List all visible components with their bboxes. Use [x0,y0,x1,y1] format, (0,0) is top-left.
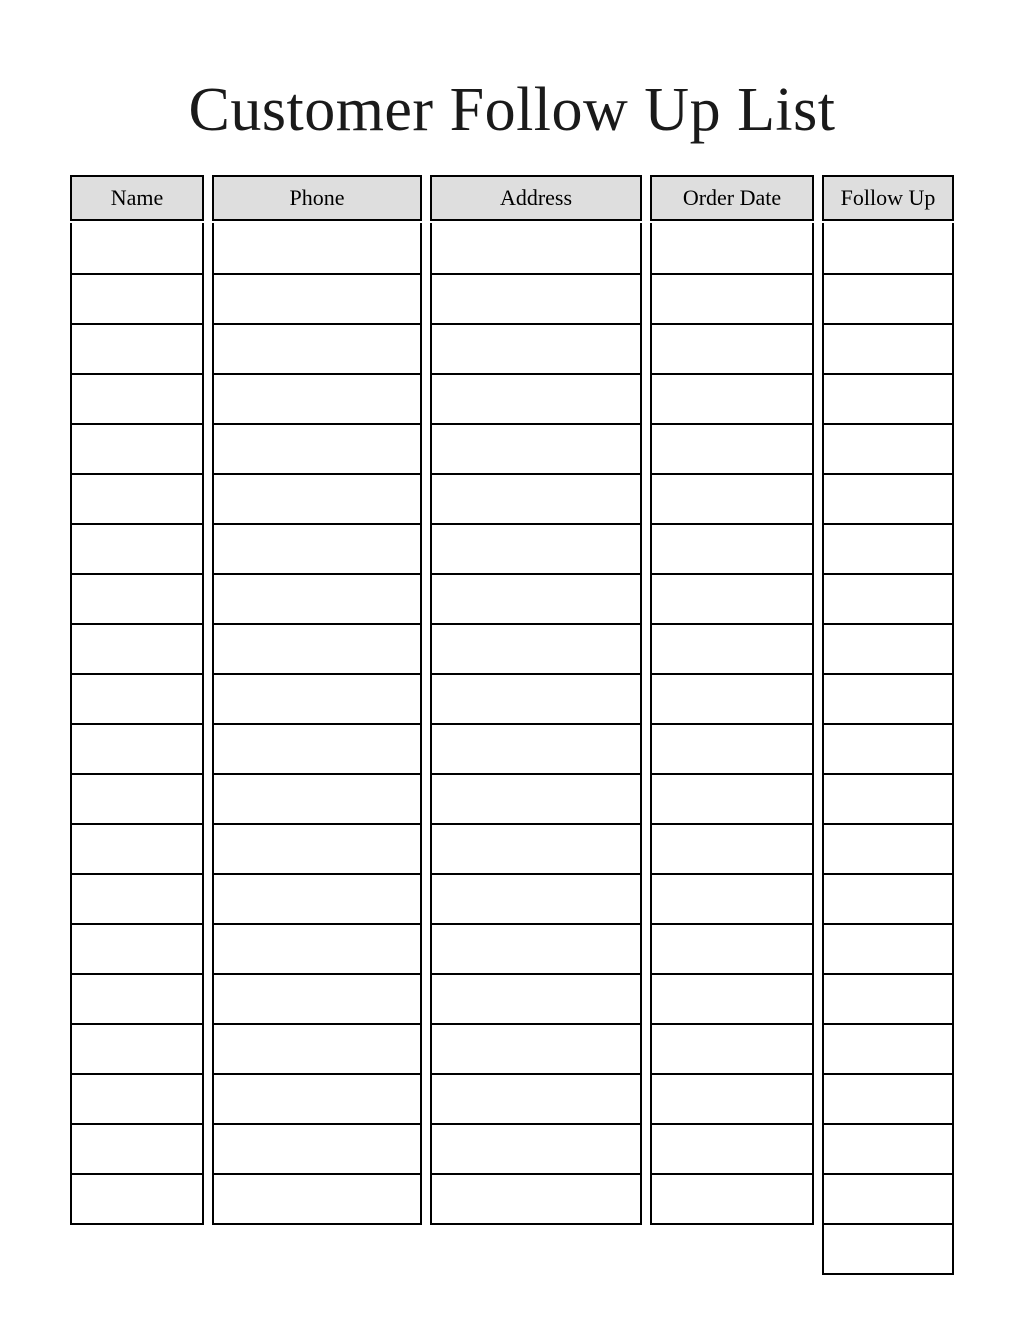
table-cell[interactable] [214,773,420,823]
table-cell[interactable] [824,823,952,873]
table-cell[interactable] [214,473,420,523]
table-cell[interactable] [824,623,952,673]
table-cell[interactable] [824,423,952,473]
table-cell[interactable] [432,773,640,823]
table-cell[interactable] [72,773,202,823]
table-cell[interactable] [214,923,420,973]
table-cell[interactable] [72,673,202,723]
table-cell[interactable] [652,723,812,773]
table-cell[interactable] [824,373,952,423]
table-cell[interactable] [652,273,812,323]
table-column-order-date [650,175,814,1225]
table-cell[interactable] [824,1023,952,1073]
table-cell[interactable] [72,323,202,373]
table-cell[interactable] [432,923,640,973]
column-body-name [70,223,204,1225]
table-cell[interactable] [72,1073,202,1123]
table-cell[interactable] [432,673,640,723]
table-cell[interactable] [652,873,812,923]
column-body-phone [212,223,422,1225]
table-cell[interactable] [652,373,812,423]
table-column-name [70,175,204,1225]
table-cell[interactable] [652,223,812,273]
table-cell[interactable] [824,923,952,973]
table-cell[interactable] [652,973,812,1023]
customer-follow-up-table [70,143,954,1275]
table-cell[interactable] [652,673,812,723]
table-cell[interactable] [214,323,420,373]
table-cell[interactable] [432,323,640,373]
table-cell[interactable] [652,423,812,473]
table-cell[interactable] [824,473,952,523]
table-cell[interactable] [652,1023,812,1073]
table-cell[interactable] [432,223,640,273]
table-cell[interactable] [824,973,952,1023]
column-body-follow-up [822,223,954,1275]
table-cell[interactable] [824,1223,952,1273]
table-cell[interactable] [214,1123,420,1173]
table-cell[interactable] [432,473,640,523]
table-cell[interactable] [652,1173,812,1223]
table-cell[interactable] [214,1023,420,1073]
table-cell[interactable] [432,823,640,873]
table-cell[interactable] [652,473,812,523]
table-cell[interactable] [824,1123,952,1173]
table-cell[interactable] [824,1173,952,1223]
table-cell[interactable] [72,623,202,673]
table-cell[interactable] [432,873,640,923]
table-cell[interactable] [824,723,952,773]
table-column-follow-up [822,175,954,1275]
table-cell[interactable] [432,1123,640,1173]
table-cell[interactable] [824,573,952,623]
table-cell[interactable] [432,373,640,423]
table-cell[interactable] [214,423,420,473]
table-cell[interactable] [824,773,952,823]
column-header-order-date: Order Date [650,175,814,221]
column-header-follow-up: Follow Up [822,175,954,221]
table-cell[interactable] [214,1073,420,1123]
table-cell[interactable] [432,273,640,323]
table-cell[interactable] [824,873,952,923]
table-cell[interactable] [432,573,640,623]
table-cell[interactable] [72,423,202,473]
table-cell[interactable] [72,373,202,423]
table-cell[interactable] [652,623,812,673]
table-cell[interactable] [214,373,420,423]
table-column-address [430,175,642,1225]
column-body-order-date [650,223,814,1225]
table-cell[interactable] [72,1023,202,1073]
column-header-address: Address [430,175,642,221]
table-cell[interactable] [432,723,640,773]
table-cell[interactable] [432,1173,640,1223]
table-cell[interactable] [214,723,420,773]
table-cell[interactable] [72,1123,202,1173]
table-cell[interactable] [824,673,952,723]
table-cell[interactable] [652,773,812,823]
table-cell[interactable] [72,273,202,323]
table-cell[interactable] [214,973,420,1023]
table-cell[interactable] [824,523,952,573]
table-cell[interactable] [72,573,202,623]
table-cell[interactable] [72,723,202,773]
table-cell[interactable] [652,323,812,373]
table-cell[interactable] [72,923,202,973]
table-cell[interactable] [652,573,812,623]
table-cell[interactable] [214,523,420,573]
table-cell[interactable] [652,923,812,973]
table-cell[interactable] [652,1073,812,1123]
table-cell[interactable] [824,223,952,273]
table-cell[interactable] [214,1173,420,1223]
table-cell[interactable] [214,673,420,723]
table-cell[interactable] [72,523,202,573]
table-cell[interactable] [432,1073,640,1123]
table-cell[interactable] [72,823,202,873]
table-cell[interactable] [432,973,640,1023]
table-cell[interactable] [72,1173,202,1223]
table-cell[interactable] [652,1123,812,1173]
table-cell[interactable] [652,823,812,873]
table-cell[interactable] [72,473,202,523]
table-cell[interactable] [432,623,640,673]
table-cell[interactable] [72,223,202,273]
table-cell[interactable] [214,873,420,923]
table-cell[interactable] [72,873,202,923]
table-column-phone [212,175,422,1225]
table-cell[interactable] [824,323,952,373]
column-header-name: Name [70,175,204,221]
table-cell[interactable] [214,623,420,673]
table-cell[interactable] [214,823,420,873]
table-cell[interactable] [214,223,420,273]
table-cell[interactable] [432,1023,640,1073]
table-cell[interactable] [652,523,812,573]
table-cell[interactable] [824,273,952,323]
table-cell[interactable] [432,523,640,573]
page-title: Customer Follow Up List [188,76,836,144]
table-cell[interactable] [214,573,420,623]
table-cell[interactable] [824,1073,952,1123]
table-cell[interactable] [72,973,202,1023]
column-header-phone: Phone [212,175,422,221]
column-body-address [430,223,642,1225]
table-cell[interactable] [214,273,420,323]
table-cell[interactable] [432,423,640,473]
